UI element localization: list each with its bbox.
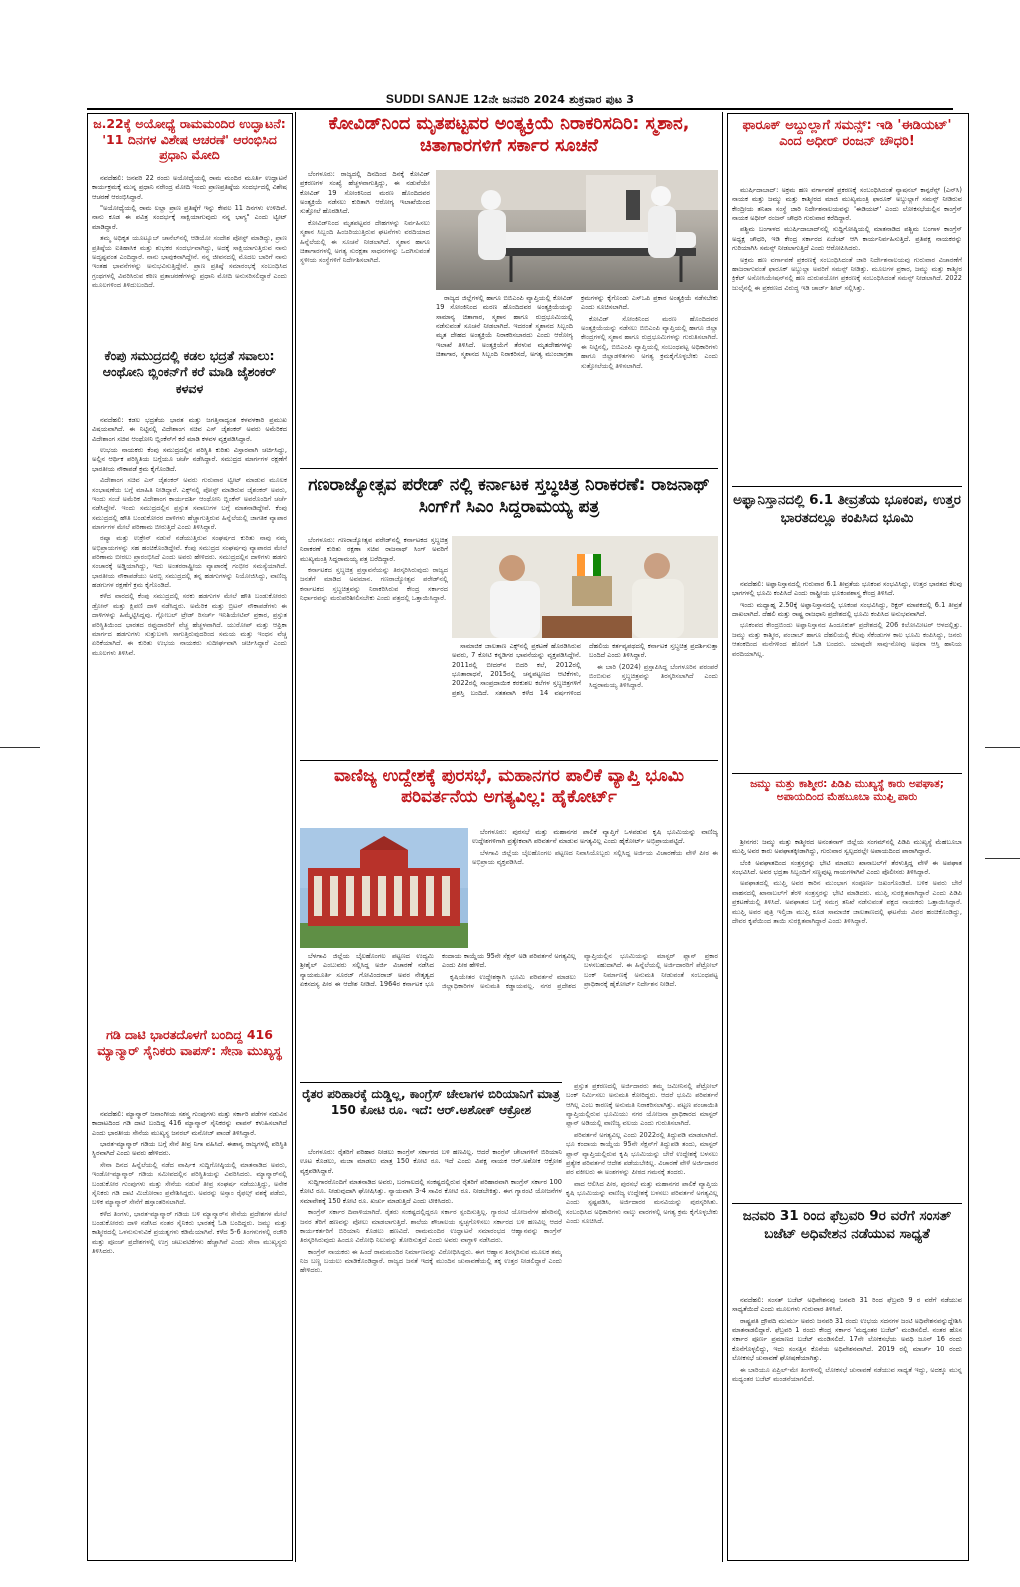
section-rule	[732, 1203, 962, 1204]
quake-text: ಇಂದು ಮಧ್ಯಾಹ್ನ 2.50ಕ್ಕೆ ಅಫ್ಘಾನಿಸ್ತಾನದಲ್ಲಿ ಭೂಕಂಪ ಸಂಭವಿಸಿದ್ದು, ರಿಕ್ಟರ್ ಮಾಪಕದಲ್ಲಿ 6.1 ತೀವ್ರತೆ ದಾಖಲಾಗಿದೆ. ದೆಹಲಿ ಮತ್ತು ರಾಷ್ಟ್ರ ರಾಜಧಾನಿ ಪ್ರದೇಶದಲ್ಲಿ ಭೂಮಿ ಕಂಪಿಸಿದ ಅನುಭವವಾಗಿದೆ.	[732, 600, 962, 619]
kadala-headline: ಕೆಂಪು ಸಮುದ್ರದಲ್ಲಿ ಕಡಲ ಭದ್ರತೆ ಸವಾಲು: ಆಂಥೋನಿ ಬ್ಲಿಂಕನ್‌ಗೆ ಕರೆ ಮಾಡಿ ಜೈಶಂಕರ್ ಕಳವಳ	[102, 348, 277, 396]
margin-mark	[0, 747, 40, 748]
kashmir-lead: ಶ್ರೀನಗರ: ಜಮ್ಮು ಮತ್ತು ಕಾಶ್ಮೀರದ ಅನಂತನಾಗ್ ಜಿಲ್ಲೆಯ ಸಂಗಮ್‌ನಲ್ಲಿ ಪಿಡಿಪಿ ಮುಖ್ಯಸ್ಥೆ ಮೆಹಬೂಬಾ ಮುಫ್ತಿ ಅವರ ಕಾರು ಅಪಘಾತಕ್ಕೀಡಾಗಿದ್ದು, ಗುರುವಾರ ಸ್ವಲ್ಪದರಲ್ಲೇ ಅಪಾಯದಿಂದ ಪಾರಾಗಿದ್ದಾರೆ.	[732, 838, 962, 856]
farmers-text: ಸುದ್ದಿಗಾರರೊಂದಿಗೆ ಮಾತನಾಡಿದ ಅವರು, ಬರಗಾಲದಲ್ಲಿ ಸಂಕಷ್ಟದಲ್ಲಿರುವ ರೈತರಿಗೆ ಪರಿಹಾರವಾಗಿ ಕಾಂಗ್ರೆಸ್ ಸರ್ಕಾರ 100 ಕೋಟಿ ರೂ. ನೀಡುವುದಾಗಿ ಘೋಷಿಸಿತ್ತು. ನ್ಯಾಯವಾಗಿ 3-4 ಸಾವಿರ ಕೋಟಿ ರೂ. ನೀಡಬೇಕಿತ್ತು. ಈಗ ಗ್ಯಾರಂಟಿ ಯೋಜನೆಗಳ ಸಮಾವೇಶಕ್ಕೆ 150 ಕೋಟಿ ರೂ. ಖರ್ಚು ಮಾಡುತ್ತಿದೆ ಎಂದು ಟೀಕಿಸಿದರು.	[300, 1178, 562, 1205]
column-separator	[722, 112, 723, 1562]
highcourt-headline: ವಾಣಿಜ್ಯ ಉದ್ದೇಶಕ್ಕೆ ಪುರಸಭೆ, ಮಹಾನಗರ ಪಾಲಿಕೆ ವ್ಯಾಪ್ತಿ ಭೂಮಿ ಪರಿವರ್ತನೆಯ ಅಗತ್ಯವಿಲ್ಲ: ಹೈಕೋರ್ಟ್	[334, 766, 684, 808]
farooq-text: ಪಶ್ಚಿಮ ಬಂಗಾಳದ ಮುರ್ಷಿದಾಬಾದ್‌ನಲ್ಲಿ ಸುದ್ದಿಗೋಷ್ಠಿಯಲ್ಲಿ ಮಾತನಾಡಿದ ಪಶ್ಚಿಮ ಬಂಗಾಳ ಕಾಂಗ್ರೆಸ್ ಅಧ್ಯಕ್ಷ ಚೌಧರಿ, ಇಡಿ ಕೇಂದ್ರ ಸರ್ಕಾರದ ಏಜೆಂಟ್ ಆಗಿ ಕಾರ್ಯನಿರ್ವಹಿಸುತ್ತಿದೆ. ಪ್ರತಿಪಕ್ಷ ನಾಯಕರನ್ನು ಗುರಿಯಾಗಿಸಿ ಸಮನ್ಸ್ ನೀಡಲಾಗುತ್ತಿದೆ ಎಂದು ಆರೋಪಿಸಿದರು.	[732, 225, 962, 253]
covid-body-left: ಬೆಂಗಳೂರು: ರಾಜ್ಯದಲ್ಲಿ ದಿನದಿಂದ ದಿನಕ್ಕೆ ಕೋವಿಡ್ ಪ್ರಕರಣಗಳ ಸಂಖ್ಯೆ ಹೆಚ್ಚಳವಾಗುತ್ತಿದ್ದು, ಈ ನಡುವೆಯೇ ಕೋವಿಡ್ 19 ಸೋಂಕಿನಿಂದ ಮರಣ ಹೊಂದಿದವರ ಅಂತ್ಯಕ್ರಿಯೆ ನಡೆಸಲು ಕುರಿತಾಗಿ ಆರೋಗ್ಯ ಇಲಾಖೆಯಿಂದ ಸುತ್ತೋಲೆ ಹೊರಡಿಸಿದೆ. ಕೋವಿಡ್‌ನಿಂದ ಮೃತಪಟ್ಟವರ ದೇಹಗಳನ್ನು ನಿರ್ವಹಿಸಲು ಸ್ಮಶಾನ ಸಿಬ್ಬಂದಿ ಹಿಂಜರಿಯುತ್ತಿರುವ ಘಟನೆಗಳು ವರದಿಯಾದ ಹಿನ್ನೆಲೆಯಲ್ಲಿ ಈ ಸೂಚನೆ ನೀಡಲಾಗಿದೆ. ಸ್ಮಶಾನ ಹಾಗೂ ಚಿತಾಗಾರಗಳಲ್ಲಿ ಅಗತ್ಯ ಸುರಕ್ಷತಾ ಸಾಧನಗಳನ್ನು ಒದಗಿಸುವಂತೆ ಸ್ಥಳೀಯ ಸಂಸ್ಥೆಗಳಿಗೆ ನಿರ್ದೇಶಿಸಲಾಗಿದೆ.	[300, 170, 430, 265]
highcourt-body-top: ಬೆಂಗಳೂರು: ಪುರಸಭೆ ಮತ್ತು ಮಹಾನಗರ ಪಾಲಿಕೆ ವ್ಯಾಪ್ತಿಗೆ ಒಳಪಡುವ ಕೃಷಿ ಭೂಮಿಯನ್ನು ವಾಣಿಜ್ಯ ಉದ್ದೇಶಗಳಿಗಾಗಿ ಪ್ರತ್ಯೇಕವಾಗಿ ಪರಿವರ್ತನೆ ಮಾಡುವ ಅಗತ್ಯವಿಲ್ಲ ಎಂದು ಹೈಕೋರ್ಟ್ ಅಭಿಪ್ರಾಯಪಟ್ಟಿದೆ. ಬೆಳಗಾವಿ ಜಿಲ್ಲೆಯ ಬೈಲಹೊಂಗಲ ಪಟ್ಟಣದ ನಿವಾಸಿಯೊಬ್ಬರು ಸಲ್ಲಿಸಿದ್ದ ಅರ್ಜಿಯ ವಿಚಾರಣೆಯ ವೇಳೆ ಪೀಠ ಈ ಅಭಿಪ್ರಾಯ ವ್ಯಕ್ತಪಡಿಸಿದೆ.	[472, 828, 718, 867]
highcourt-text: ಬೆಳಗಾವಿ ಜಿಲ್ಲೆಯ ಬೈಲಹೊಂಗಲ ಪಟ್ಟಣದ ಉದ್ಯಮಿ ಶ್ರೀಶೈಲ್ ಎಂಬುವರು ಸಲ್ಲಿಸಿದ್ದ ಅರ್ಜಿ ವಿಚಾರಣೆ ನಡೆಸಿದ ನ್ಯಾಯಮೂರ್ತಿ ಸೂರಜ್ ಗೋವಿಂದರಾಜ್ ಅವರ ನೇತೃತ್ವದ ಏಕಸದಸ್ಯ ಪೀಠ ಈ ಆದೇಶ ನೀಡಿದೆ. 1964ರ ಕರ್ನಾಟಕ ಭೂ ಕಂದಾಯ ಕಾಯ್ದೆಯ 95ನೇ ಸೆಕ್ಷನ್ ಅಡಿ ಪರಿವರ್ತನೆ ಅಗತ್ಯವಿಲ್ಲ ಎಂದು ಪೀಠ ಹೇಳಿದೆ.	[300, 952, 576, 989]
ayodhya-quote: "ಅಯೋಧ್ಯೆಯಲ್ಲಿ ರಾಮ ಲಲ್ಲಾ ಪ್ರಾಣ ಪ್ರತಿಷ್ಠೆಗೆ ಇನ್ನು ಕೇವಲ 11 ದಿನಗಳು ಉಳಿದಿವೆ. ನಾನು ಕೂಡ ಈ ಪವಿತ್ರ ಸಂದರ್ಭಕ್ಕೆ ಸಾಕ್ಷಿಯಾಗುವುದು ನನ್ನ ಭಾಗ್ಯ" ಎಂದು ಟ್ವೀಟ್ ಮಾಡಿದ್ದಾರೆ.	[92, 204, 287, 231]
tableau-headline: ಗಣರಾಜ್ಯೋತ್ಸವ ಪರೇಡ್ ನಲ್ಲಿ ಕರ್ನಾಟಕ ಸ್ತಬ್ಧಚಿತ್ರ ನಿರಾಕರಣೆ: ರಾಜನಾಥ್ ಸಿಂಗ್‌ಗೆ ಸಿಎಂ ಸಿದ್ದರಾಮಯ್ಯ ಪತ್ರ	[308, 475, 710, 518]
section-rule	[732, 773, 962, 774]
section-rule	[732, 486, 962, 487]
section-rule	[300, 468, 718, 469]
myanmar-body: ನವದೆಹಲಿ: ಮ್ಯಾನ್ಮಾರ್ ಜನಾಂಗೀಯ ಸಶಸ್ತ್ರ ಗುಂಪುಗಳು ಮತ್ತು ಸರ್ಕಾರಿ ಪಡೆಗಳ ನಡುವಿನ ಕಾದಾಟದಿಂದ ಗಡಿ ದಾಟಿ ಬಂದಿದ್ದ 416 ಮ್ಯಾನ್ಮಾರ್ ಸೈನಿಕರನ್ನು ವಾಪಸ್ ಕಳುಹಿಸಲಾಗಿದೆ ಎಂದು ಭಾರತೀಯ ಸೇನೆಯ ಮುಖ್ಯಸ್ಥ ಜನರಲ್ ಮನೋಜ್ ಪಾಂಡೆ ತಿಳಿಸಿದ್ದಾರೆ. ಭಾರತ-ಮ್ಯಾನ್ಮಾರ್ ಗಡಿಯ ಬಗ್ಗೆ ಸೇನೆ ತೀವ್ರ ನಿಗಾ ವಹಿಸಿದೆ. ಈಶಾನ್ಯ ರಾಜ್ಯಗಳಲ್ಲಿ ಪರಿಸ್ಥಿತಿ ಸ್ಥಿರವಾಗಿದೆ ಎಂದು ಅವರು ಹೇಳಿದರು. ಸೇನಾ ದಿನದ ಹಿನ್ನೆಲೆಯಲ್ಲಿ ನಡೆದ ವಾರ್ಷಿಕ ಸುದ್ದಿಗೋಷ್ಠಿಯಲ್ಲಿ ಮಾತನಾಡಿದ ಅವರು, ಇಂಡೋ-ಮ್ಯಾನ್ಮಾರ್ ಗಡಿಯ ಸಮೀಪದಲ್ಲಿನ ಪರಿಸ್ಥಿತಿಯನ್ನು ವಿವರಿಸಿದರು. ಮ್ಯಾನ್ಮಾರ್‌ನಲ್ಲಿ ಬಂಡುಕೋರ ಗುಂಪುಗಳು ಮತ್ತು ಸೇನೆಯ ನಡುವೆ ತೀವ್ರ ಸಂಘರ್ಷ ನಡೆಯುತ್ತಿದ್ದು, ಅನೇಕ ಸೈನಿಕರು ಗಡಿ ದಾಟಿ ಮಿಜೋರಾಂ ಪ್ರವೇಶಿಸಿದ್ದರು. ಅವರನ್ನು ಅಸ್ಸಾಂ ರೈಫಲ್ಸ್ ವಶಕ್ಕೆ ಪಡೆದು, ಬಳಿಕ ಮ್ಯಾನ್ಮಾರ್ ಸೇನೆಗೆ ಹಸ್ತಾಂತರಿಸಲಾಗಿದೆ. ಕಳೆದ ತಿಂಗಳು, ಭಾರತ-ಮ್ಯಾನ್ಮಾರ್ ಗಡಿಯ ಬಳಿ ಮ್ಯಾನ್ಮಾರ್‌ನ ಸೇನೆಯ ಪ್ರದೇಶಗಳ ಮೇಲೆ ಬಂಡುಕೋರರು ದಾಳಿ ನಡೆಸಿದ ನಂತರ ಸೈನಿಕರು ಭಾರತಕ್ಕೆ ಓಡಿ ಬಂದಿದ್ದರು. ಜಮ್ಮು ಮತ್ತು ಕಾಶ್ಮೀರದಲ್ಲಿ ಒಳನುಸುಳುವಿಕೆ ಪ್ರಯತ್ನಗಳು ಕಡಿಮೆಯಾಗಿವೆ. ಕಳೆದ 5-6 ತಿಂಗಳುಗಳಲ್ಲಿ ರಜೌರಿ ಮತ್ತು ಪೂಂಚ್ ಪ್ರದೇಶಗಳಲ್ಲಿ ಉಗ್ರ ಚಟುವಟಿಕೆಗಳು ಹೆಚ್ಚಾಗಿವೆ ಎಂದು ಸೇನಾ ಮುಖ್ಯಸ್ಥರು ತಿಳಿಸಿದರು.	[92, 1110, 287, 1256]
margin-mark	[985, 858, 1020, 859]
masthead	[0, 92, 1020, 107]
myanmar-lead: ನವದೆಹಲಿ: ಮ್ಯಾನ್ಮಾರ್ ಜನಾಂಗೀಯ ಸಶಸ್ತ್ರ ಗುಂಪುಗಳು ಮತ್ತು ಸರ್ಕಾರಿ ಪಡೆಗಳ ನಡುವಿನ ಕಾದಾಟದಿಂದ ಗಡಿ ದಾಟಿ ಬಂದಿದ್ದ 416 ಮ್ಯಾನ್ಮಾರ್ ಸೈನಿಕರನ್ನು ವಾಪಸ್ ಕಳುಹಿಸಲಾಗಿದೆ ಎಂದು ಭಾರತೀಯ ಸೇನೆಯ ಮುಖ್ಯಸ್ಥ ಜನರಲ್ ಮನೋಜ್ ಪಾಂಡೆ ತಿಳಿಸಿದ್ದಾರೆ.	[92, 1110, 287, 1137]
highcourt-body-continued: ಪ್ರಸ್ತುತ ಪ್ರಕರಣದಲ್ಲಿ ಅರ್ಜಿದಾರರು ತಮ್ಮ ಜಮೀನಿನಲ್ಲಿ ಪೆಟ್ರೋಲ್ ಬಂಕ್ ನಿರ್ಮಿಸಲು ಅನುಮತಿ ಕೋರಿದ್ದರು. ಆದರೆ ಭೂಮಿ ಪರಿವರ್ತನೆ ಆಗಿಲ್ಲ ಎಂಬ ಕಾರಣಕ್ಕೆ ಅನುಮತಿ ನಿರಾಕರಿಸಲಾಗಿತ್ತು. ಪಟ್ಟಣ ಪಂಚಾಯಿತಿ ವ್ಯಾಪ್ತಿಯಲ್ಲಿರುವ ಭೂಮಿಯು ನಗರ ಯೋಜನಾ ಪ್ರಾಧಿಕಾರದ ಮಾಸ್ಟರ್ ಪ್ಲಾನ್ ಅಡಿಯಲ್ಲಿ ವಾಣಿಜ್ಯ ವಲಯ ಎಂದು ಗುರುತಿಸಲಾಗಿದೆ. ಪರಿವರ್ತನೆ ಅಗತ್ಯವಿಲ್ಲ ಎಂದು 2022ರಲ್ಲಿ ತಿದ್ದುಪಡಿ ಮಾಡಲಾಗಿದೆ. ಭೂ ಕಂದಾಯ ಕಾಯ್ದೆಯ 95ನೇ ಸೆಕ್ಷನ್‌ಗೆ ತಿದ್ದುಪಡಿ ತಂದು, ಮಾಸ್ಟರ್ ಪ್ಲಾನ್ ವ್ಯಾಪ್ತಿಯಲ್ಲಿರುವ ಕೃಷಿ ಭೂಮಿಯನ್ನು ಬೇರೆ ಉದ್ದೇಶಕ್ಕೆ ಬಳಸಲು ಪ್ರತ್ಯೇಕ ಪರಿವರ್ತನೆ ಆದೇಶ ಪಡೆಯಬೇಕಿಲ್ಲ. ವಿಚಾರಣೆ ವೇಳೆ ಅರ್ಜಿದಾರರ ಪರ ವಕೀಲರು ಈ ಅಂಶಗಳನ್ನು ಪೀಠದ ಗಮನಕ್ಕೆ ತಂದರು. ವಾದ ಆಲಿಸಿದ ಪೀಠ, ಪುರಸಭೆ ಮತ್ತು ಮಹಾನಗರ ಪಾಲಿಕೆ ವ್ಯಾಪ್ತಿಯ ಕೃಷಿ ಭೂಮಿಯನ್ನು ವಾಣಿಜ್ಯ ಉದ್ದೇಶಕ್ಕೆ ಬಳಸಲು ಪರಿವರ್ತನೆ ಅಗತ್ಯವಿಲ್ಲ ಎಂದು ಸ್ಪಷ್ಟಪಡಿಸಿ, ಅರ್ಜಿದಾರರ ಮನವಿಯನ್ನು ಪುರಸ್ಕರಿಸಿತು. ಸಂಬಂಧಿಸಿದ ಅಧಿಕಾರಿಗಳು ನಾಲ್ಕು ವಾರಗಳಲ್ಲಿ ಅಗತ್ಯ ಕ್ರಮ ಕೈಗೊಳ್ಳಬೇಕು ಎಂದು ಸೂಚಿಸಿದೆ.	[566, 1082, 718, 1226]
farooq-body: ಮುರ್ಷಿದಾಬಾದ್: ಅಕ್ರಮ ಹಣ ವರ್ಗಾವಣೆ ಪ್ರಕರಣಕ್ಕೆ ಸಂಬಂಧಿಸಿದಂತೆ ನ್ಯಾಷನಲ್ ಕಾನ್ಫರೆನ್ಸ್ (ಎನ್‌ಸಿ) ನಾಯಕ ಮತ್ತು ಜಮ್ಮು ಮತ್ತು ಕಾಶ್ಮೀರದ ಮಾಜಿ ಮುಖ್ಯಮಂತ್ರಿ ಫಾರೂಕ್ ಅಬ್ದುಲ್ಲಾಗೆ ಸಮನ್ಸ್ ನೀಡಿರುವ ಕೇಂದ್ರೀಯ ತನಿಖಾ ಸಂಸ್ಥೆ ಜಾರಿ ನಿರ್ದೇಶನಾಲಯವನ್ನು 'ಈಡಿಯಟ್' ಎಂದು ಲೋಕಸಭೆಯಲ್ಲಿನ ಕಾಂಗ್ರೆಸ್ ನಾಯಕ ಅಧೀರ್ ರಂಜನ್ ಚೌಧರಿ ಗುರುವಾರ ಕರೆದಿದ್ದಾರೆ. ಪಶ್ಚಿಮ ಬಂಗಾಳದ ಮುರ್ಷಿದಾಬಾದ್‌ನಲ್ಲಿ ಸುದ್ದಿಗೋಷ್ಠಿಯಲ್ಲಿ ಮಾತನಾಡಿದ ಪಶ್ಚಿಮ ಬಂಗಾಳ ಕಾಂಗ್ರೆಸ್ ಅಧ್ಯಕ್ಷ ಚೌಧರಿ, ಇಡಿ ಕೇಂದ್ರ ಸರ್ಕಾರದ ಏಜೆಂಟ್ ಆಗಿ ಕಾರ್ಯನಿರ್ವಹಿಸುತ್ತಿದೆ. ಪ್ರತಿಪಕ್ಷ ನಾಯಕರನ್ನು ಗುರಿಯಾಗಿಸಿ ಸಮನ್ಸ್ ನೀಡಲಾಗುತ್ತಿದೆ ಎಂದು ಆರೋಪಿಸಿದರು. ಅಕ್ರಮ ಹಣ ವರ್ಗಾವಣೆ ಪ್ರಕರಣಕ್ಕೆ ಸಂಬಂಧಿಸಿದಂತೆ ಜಾರಿ ನಿರ್ದೇಶನಾಲಯವು ಗುರುವಾರ ವಿಚಾರಣೆಗೆ ಹಾಜರಾಗುವಂತೆ ಫಾರೂಕ್ ಅಬ್ದುಲ್ಲಾ ಅವರಿಗೆ ಸಮನ್ಸ್ ನೀಡಿತ್ತು. ಮೂಲಗಳ ಪ್ರಕಾರ, ಜಮ್ಮು ಮತ್ತು ಕಾಶ್ಮೀರ ಕ್ರಿಕೆಟ್ ಅಸೋಸಿಯೇಷನ್‌ನಲ್ಲಿ ಹಣ ದುರುಪಯೋಗ ಪ್ರಕರಣಕ್ಕೆ ಸಂಬಂಧಿಸಿದಂತೆ ಸಮನ್ಸ್ ನೀಡಲಾಗಿದೆ. 2022 ಜುಲೈನಲ್ಲಿ ಈ ಪ್ರಕರಣದ ವಿರುದ್ಧ ಇಡಿ ಚಾರ್ಜ್ ಶೀಟ್ ಸಲ್ಲಿಸಿತ್ತು.	[732, 186, 962, 292]
farooq-headline: ಫಾರೂಕ್ ಅಬ್ದುಲ್ಲಾಗೆ ಸಮನ್ಸ್: ಇಡಿ 'ಈಡಿಯಟ್' ಎಂದ ಅಧೀರ್ ರಂಜನ್ ಚೌಧರಿ!	[742, 118, 952, 150]
tableau-body-left: ಬೆಂಗಳೂರು: ಗಣರಾಜ್ಯೋತ್ಸವ ಪರೇಡ್‌ನಲ್ಲಿ ಕರ್ನಾಟಕದ ಸ್ತಬ್ಧಚಿತ್ರ ನಿರಾಕರಣೆ ಕುರಿತು ರಕ್ಷಣಾ ಸಚಿವ ರಾಜನಾಥ್ ಸಿಂಗ್ ಅವರಿಗೆ ಮುಖ್ಯಮಂತ್ರಿ ಸಿದ್ದರಾಮಯ್ಯ ಪತ್ರ ಬರೆದಿದ್ದಾರೆ. ಕರ್ನಾಟಕದ ಸ್ತಬ್ಧಚಿತ್ರ ಪ್ರಸ್ತಾವನೆಯನ್ನು ತಿರಸ್ಕರಿಸಿರುವುದು ರಾಜ್ಯದ ಜನತೆಗೆ ಮಾಡಿದ ಅವಮಾನ. ಗಣರಾಜ್ಯೋತ್ಸವ ಪರೇಡ್‌ನಲ್ಲಿ ಕರ್ನಾಟಕದ ಸ್ತಬ್ಧಚಿತ್ರವನ್ನು ನಿರಾಕರಿಸಿರುವ ಕೇಂದ್ರ ಸರ್ಕಾರದ ನಿರ್ಧಾರವನ್ನು ಮರುಪರಿಶೀಲಿಸಬೇಕು ಎಂದು ಪತ್ರದಲ್ಲಿ ಒತ್ತಾಯಿಸಿದ್ದಾರೆ.	[300, 536, 448, 603]
farmers-lead: ಬೆಂಗಳೂರು: ರೈತರಿಗೆ ಪರಿಹಾರ ನೀಡಲು ಕಾಂಗ್ರೆಸ್ ಸರ್ಕಾರದ ಬಳಿ ಹಣವಿಲ್ಲ. ಆದರೆ ಕಾಂಗ್ರೆಸ್ ಚೇಲಾಗಳಿಗೆ ಬಿರಿಯಾನಿ ಊಟ ಕೊಡಲು, ಮಜಾ ಮಾಡಲು ಮಾತ್ರ 150 ಕೋಟಿ ರೂ. ಇದೆ ಎಂದು ವಿಪಕ್ಷ ನಾಯಕ ಆರ್.ಅಶೋಕ ಆಕ್ರೋಶ ವ್ಯಕ್ತಪಡಿಸಿದ್ದಾರೆ.	[300, 1148, 562, 1175]
kashmir-body: ಶ್ರೀನಗರ: ಜಮ್ಮು ಮತ್ತು ಕಾಶ್ಮೀರದ ಅನಂತನಾಗ್ ಜಿಲ್ಲೆಯ ಸಂಗಮ್‌ನಲ್ಲಿ ಪಿಡಿಪಿ ಮುಖ್ಯಸ್ಥೆ ಮೆಹಬೂಬಾ ಮುಫ್ತಿ ಅವರ ಕಾರು ಅಪಘಾತಕ್ಕೀಡಾಗಿದ್ದು, ಗುರುವಾರ ಸ್ವಲ್ಪದರಲ್ಲೇ ಅಪಾಯದಿಂದ ಪಾರಾಗಿದ್ದಾರೆ. ಬೆಂಕಿ ಅಪಘಾತದಿಂದ ಸಂತ್ರಸ್ತರನ್ನು ಭೇಟಿ ಮಾಡಲು ಖಾನಾಬಲ್‌ಗೆ ತೆರಳುತ್ತಿದ್ದ ವೇಳೆ ಈ ಅಪಘಾತ ಸಂಭವಿಸಿದೆ. ಅವರ ಭದ್ರತಾ ಸಿಬ್ಬಂದಿಗೆ ಸಣ್ಣಪುಟ್ಟ ಗಾಯಗಳಾಗಿವೆ ಎಂದು ಪೊಲೀಸರು ತಿಳಿಸಿದ್ದಾರೆ. ಅಪಘಾತದಲ್ಲಿ ಮುಫ್ತಿ ಅವರ ಕಾರಿನ ಮುಂಭಾಗ ಸಂಪೂರ್ಣ ಜಖಂಗೊಂಡಿದೆ. ಬಳಿಕ ಅವರು ಬೇರೆ ವಾಹನದಲ್ಲಿ ಖಾನಾಬಲ್‌ಗೆ ತೆರಳಿ ಸಂತ್ರಸ್ತರನ್ನು ಭೇಟಿ ಮಾಡಿದರು. ಮುಫ್ತಿ ಸುರಕ್ಷಿತವಾಗಿದ್ದಾರೆ ಎಂದು ಪಿಡಿಪಿ ಪ್ರಕಟಣೆಯಲ್ಲಿ ತಿಳಿಸಿದೆ. ಅಪಘಾತದ ಬಗ್ಗೆ ಸಮಗ್ರ ತನಿಖೆ ನಡೆಸುವಂತೆ ಪಕ್ಷದ ನಾಯಕರು ಒತ್ತಾಯಿಸಿದ್ದಾರೆ. ಮುಫ್ತಿ ಅವರ ಪುತ್ರಿ ಇಲ್ತಿಜಾ ಮುಫ್ತಿ ಕೂಡ ಸಾಮಾಜಿಕ ಜಾಲತಾಣದಲ್ಲಿ ಘಟನೆಯ ವಿವರ ಹಂಚಿಕೊಂಡಿದ್ದು, ದೇವರ ಕೃಪೆಯಿಂದ ತಾಯಿ ಸುರಕ್ಷಿತವಾಗಿದ್ದಾರೆ ಎಂದು ತಿಳಿಸಿದ್ದಾರೆ.	[732, 838, 962, 925]
budget-lead: ನವದೆಹಲಿ: ಸಂಸತ್ ಬಜೆಟ್ ಅಧಿವೇಶನವು ಜನವರಿ 31 ರಿಂದ ಫೆಬ್ರವರಿ 9 ರ ವರೆಗೆ ನಡೆಯುವ ಸಾಧ್ಯತೆಯಿದೆ ಎಂದು ಮೂಲಗಳು ಗುರುವಾರ ತಿಳಿಸಿವೆ.	[732, 1296, 962, 1314]
tableau-lead: ಬೆಂಗಳೂರು: ಗಣರಾಜ್ಯೋತ್ಸವ ಪರೇಡ್‌ನಲ್ಲಿ ಕರ್ನಾಟಕದ ಸ್ತಬ್ಧಚಿತ್ರ ನಿರಾಕರಣೆ ಕುರಿತು ರಕ್ಷಣಾ ಸಚಿವ ರಾಜನಾಥ್ ಸಿಂಗ್ ಅವರಿಗೆ ಮುಖ್ಯಮಂತ್ರಿ ಸಿದ್ದರಾಮಯ್ಯ ಪತ್ರ ಬರೆದಿದ್ದಾರೆ.	[300, 536, 448, 563]
tableau-photo-illustration	[452, 536, 718, 638]
myanmar-text: ಭಾರತ-ಮ್ಯಾನ್ಮಾರ್ ಗಡಿಯ ಬಗ್ಗೆ ಸೇನೆ ತೀವ್ರ ನಿಗಾ ವಹಿಸಿದೆ. ಈಶಾನ್ಯ ರಾಜ್ಯಗಳಲ್ಲಿ ಪರಿಸ್ಥಿತಿ ಸ್ಥಿರವಾಗಿದೆ ಎಂದು ಅವರು ಹೇಳಿದರು.	[92, 1140, 287, 1158]
highcourt-photo	[300, 828, 468, 948]
highcourt-photo-illustration	[300, 828, 468, 948]
ayodhya-body: ನವದೆಹಲಿ: ಜನವರಿ 22 ರಂದು ಅಯೋಧ್ಯೆಯಲ್ಲಿ ರಾಮ ಮಂದಿರ ಮೂರ್ತಿ ಉದ್ಘಾಟನೆ ಕಾರ್ಯಕ್ರಮಕ್ಕೆ ಮುನ್ನ ಪ್ರಧಾನಿ ನರೇಂದ್ರ ಮೋದಿ ಇಂದು ಪ್ರಾಣಪ್ರತಿಷ್ಠೆಯ ಸಂದರ್ಭದಲ್ಲಿ ವಿಶೇಷ ಆಚರಣೆ ಆರಂಭಿಸಿದ್ದಾರೆ. "ಅಯೋಧ್ಯೆಯಲ್ಲಿ ರಾಮ ಲಲ್ಲಾ ಪ್ರಾಣ ಪ್ರತಿಷ್ಠೆಗೆ ಇನ್ನು ಕೇವಲ 11 ದಿನಗಳು ಉಳಿದಿವೆ. ನಾನು ಕೂಡ ಈ ಪವಿತ್ರ ಸಂದರ್ಭಕ್ಕೆ ಸಾಕ್ಷಿಯಾಗುವುದು ನನ್ನ ಭಾಗ್ಯ" ಎಂದು ಟ್ವೀಟ್ ಮಾಡಿದ್ದಾರೆ. ತಮ್ಮ ಅಧಿಕೃತ ಯೂಟ್ಯೂಬ್ ಚಾನೆಲ್‌ನಲ್ಲಿ ಆಡಿಯೋ ಸಂದೇಶ ಪೋಸ್ಟ್ ಮಾಡಿದ್ದು, ಪ್ರಾಣ ಪ್ರತಿಷ್ಠೆಯ ಐತಿಹಾಸಿಕ ಮತ್ತು ಶುಭಕರ ಸಂದರ್ಭವಾಗಿದ್ದು, ಅದಕ್ಕೆ ಸಾಕ್ಷಿಯಾಗುತ್ತಿರುವ ನಾನು ಅದೃಷ್ಟವಂತ ಎಂದಿದ್ದಾರೆ. ನಾನು ಭಾವುಕನಾಗಿದ್ದೇನೆ. ನನ್ನ ಜೀವನದಲ್ಲಿ ಮೊದಲ ಬಾರಿಗೆ ನಾನು ಇಂತಹ ಭಾವನೆಗಳನ್ನು ಅನುಭವಿಸುತ್ತಿದ್ದೇನೆ. ಪ್ರಾಣ ಪ್ರತಿಷ್ಠೆ ಸಮಾರಂಭಕ್ಕೆ ಸಂಬಂಧಿಸಿದ ಗ್ರಂಥಗಳಲ್ಲಿ ವಿವರಿಸಿರುವ ಕಠಿಣ ವ್ರತಾಚರಣೆಗಳನ್ನು ಪ್ರಧಾನಿ ಮೋದಿ ಅನುಸರಿಸಲಿದ್ದಾರೆ ಎಂದು ಮೂಲಗಳಿಂದ ತಿಳಿದುಬಂದಿದೆ.	[92, 174, 287, 289]
quake-body: ನವದೆಹಲಿ: ಅಫ್ಘಾನಿಸ್ತಾನದಲ್ಲಿ ಗುರುವಾರ 6.1 ತೀವ್ರತೆಯ ಭೂಕಂಪ ಸಂಭವಿಸಿದ್ದು, ಉತ್ತರ ಭಾರತದ ಕೆಲವು ಭಾಗಗಳಲ್ಲಿ ಭೂಮಿ ಕಂಪಿಸಿದೆ ಎಂದು ರಾಷ್ಟ್ರೀಯ ಭೂಕಂಪಶಾಸ್ತ್ರ ಕೇಂದ್ರ ತಿಳಿಸಿದೆ. ಇಂದು ಮಧ್ಯಾಹ್ನ 2.50ಕ್ಕೆ ಅಫ್ಘಾನಿಸ್ತಾನದಲ್ಲಿ ಭೂಕಂಪ ಸಂಭವಿಸಿದ್ದು, ರಿಕ್ಟರ್ ಮಾಪಕದಲ್ಲಿ 6.1 ತೀವ್ರತೆ ದಾಖಲಾಗಿದೆ. ದೆಹಲಿ ಮತ್ತು ರಾಷ್ಟ್ರ ರಾಜಧಾನಿ ಪ್ರದೇಶದಲ್ಲಿ ಭೂಮಿ ಕಂಪಿಸಿದ ಅನುಭವವಾಗಿದೆ. ಭೂಕಂಪದ ಕೇಂದ್ರಬಿಂದು ಅಫ್ಘಾನಿಸ್ತಾನದ ಹಿಂದೂಕುಶ್ ಪ್ರದೇಶದಲ್ಲಿ 206 ಕಿಲೋಮೀಟರ್ ಆಳದಲ್ಲಿತ್ತು. ಜಮ್ಮು ಮತ್ತು ಕಾಶ್ಮೀರ, ಪಂಜಾಬ್ ಹಾಗೂ ದೆಹಲಿಯಲ್ಲಿ ಕೆಲವು ಸೆಕೆಂಡುಗಳ ಕಾಲ ಭೂಮಿ ಕಂಪಿಸಿದ್ದು, ಜನರು ಆತಂಕದಿಂದ ಮನೆಗಳಿಂದ ಹೊರಗೆ ಓಡಿ ಬಂದರು. ಯಾವುದೇ ಸಾವು-ನೋವು ಅಥವಾ ಆಸ್ತಿ ಹಾನಿಯ ವರದಿಯಾಗಿಲ್ಲ.	[732, 580, 962, 658]
date-line: 12ನೇ ಜನವರಿ 2024 ಶುಕ್ರವಾರ ಪುಟ 3	[472, 93, 635, 106]
tableau-photo	[452, 536, 718, 638]
masthead-rule	[87, 108, 953, 110]
farmers-body: ಬೆಂಗಳೂರು: ರೈತರಿಗೆ ಪರಿಹಾರ ನೀಡಲು ಕಾಂಗ್ರೆಸ್ ಸರ್ಕಾರದ ಬಳಿ ಹಣವಿಲ್ಲ. ಆದರೆ ಕಾಂಗ್ರೆಸ್ ಚೇಲಾಗಳಿಗೆ ಬಿರಿಯಾನಿ ಊಟ ಕೊಡಲು, ಮಜಾ ಮಾಡಲು ಮಾತ್ರ 150 ಕೋಟಿ ರೂ. ಇದೆ ಎಂದು ವಿಪಕ್ಷ ನಾಯಕ ಆರ್.ಅಶೋಕ ಆಕ್ರೋಶ ವ್ಯಕ್ತಪಡಿಸಿದ್ದಾರೆ. ಸುದ್ದಿಗಾರರೊಂದಿಗೆ ಮಾತನಾಡಿದ ಅವರು, ಬರಗಾಲದಲ್ಲಿ ಸಂಕಷ್ಟದಲ್ಲಿರುವ ರೈತರಿಗೆ ಪರಿಹಾರವಾಗಿ ಕಾಂಗ್ರೆಸ್ ಸರ್ಕಾರ 100 ಕೋಟಿ ರೂ. ನೀಡುವುದಾಗಿ ಘೋಷಿಸಿತ್ತು. ನ್ಯಾಯವಾಗಿ 3-4 ಸಾವಿರ ಕೋಟಿ ರೂ. ನೀಡಬೇಕಿತ್ತು. ಈಗ ಗ್ಯಾರಂಟಿ ಯೋಜನೆಗಳ ಸಮಾವೇಶಕ್ಕೆ 150 ಕೋಟಿ ರೂ. ಖರ್ಚು ಮಾಡುತ್ತಿದೆ ಎಂದು ಟೀಕಿಸಿದರು. ಕಾಂಗ್ರೆಸ್ ಸರ್ಕಾರ ದಿವಾಳಿಯಾಗಿದೆ. ರೈತರು ಸಂಕಷ್ಟದಲ್ಲಿದ್ದರೂ ಸರ್ಕಾರ ಸ್ಪಂದಿಸುತ್ತಿಲ್ಲ. ಗ್ಯಾರಂಟಿ ಯೋಜನೆಗಳ ಹೆಸರಿನಲ್ಲಿ ಜನರ ತೆರಿಗೆ ಹಣವನ್ನು ಪೋಲು ಮಾಡಲಾಗುತ್ತಿದೆ. ಶಾಲೆಯ ಶೌಚಾಲಯ ಸ್ವಚ್ಛಗೊಳಿಸಲು ಸರ್ಕಾರದ ಬಳಿ ಹಣವಿಲ್ಲ ಆದರೆ ಕಾರ್ಯಕರ್ತರಿಗೆ ಬಿರಿಯಾನಿ ಕೊಡಲು ಹಣವಿದೆ. ರಾಮಮಂದಿರ ಉದ್ಘಾಟನೆ ಸಮಾರಂಭದ ಆಹ್ವಾನವನ್ನು ಕಾಂಗ್ರೆಸ್ ತಿರಸ್ಕರಿಸಿರುವುದು ಹಿಂದೂ ವಿರೋಧಿ ನಿಲುವನ್ನು ತೋರಿಸುತ್ತದೆ ಎಂದು ಅವರು ವಾಗ್ದಾಳಿ ನಡೆಸಿದರು. ಕಾಂಗ್ರೆಸ್ ನಾಯಕರು ಈ ಹಿಂದೆ ರಾಮಮಂದಿರ ನಿರ್ಮಾಣವನ್ನು ವಿರೋಧಿಸಿದ್ದರು. ಈಗ ಆಹ್ವಾನ ತಿರಸ್ಕರಿಸುವ ಮೂಲಕ ತಮ್ಮ ನಿಜ ಬಣ್ಣ ಬಯಲು ಮಾಡಿಕೊಂಡಿದ್ದಾರೆ. ರಾಜ್ಯದ ಜನತೆ ಇದಕ್ಕೆ ಮುಂದಿನ ಚುನಾವಣೆಯಲ್ಲಿ ತಕ್ಕ ಉತ್ತರ ನೀಡಲಿದ್ದಾರೆ ಎಂದು ಹೇಳಿದರು.	[300, 1148, 562, 1275]
covid-body-right: ರಾಜ್ಯದ ಜಿಲ್ಲೆಗಳಲ್ಲಿ ಹಾಗೂ ಬಿಬಿಎಂಪಿ ವ್ಯಾಪ್ತಿಯಲ್ಲಿ ಕೋವಿಡ್ 19 ಸೋಂಕಿನಿಂದ ಮರಣ ಹೊಂದಿದವರ ಅಂತ್ಯಕ್ರಿಯೆಯನ್ನು ಸಾಮಾನ್ಯ ಚಿತಾಗಾರ, ಸ್ಮಶಾನ ಹಾಗೂ ರುದ್ರಭೂಮಿಯಲ್ಲಿ ನಡೆಸುವಂತೆ ಸೂಚನೆ ನೀಡಲಾಗಿದೆ. ಇದರಂತೆ ಸ್ಮಶಾನದ ಸಿಬ್ಬಂದಿ ಮೃತ ದೇಹದ ಅಂತ್ಯಕ್ರಿಯೆ ನಿರಾಕರಿಸಬಾರದು ಎಂದು ಆರೋಗ್ಯ ಇಲಾಖೆ ತಿಳಿಸಿದೆ. ಅಂತ್ಯಕ್ರಿಯೆಗೆ ತೆರಳುವ ಮೃತದೇಹಗಳನ್ನು ಚಿತಾಗಾರ, ಸ್ಮಶಾನದ ಸಿಬ್ಬಂದಿ ನಿರಾಕರಿಸದೆ, ಅಗತ್ಯ ಮುಂಜಾಗ್ರತಾ ಕ್ರಮಗಳನ್ನು ಕೈಗೊಂಡು ಎಸ್‌ಒಪಿ ಪ್ರಕಾರ ಅಂತ್ಯಕ್ರಿಯೆ ನಡೆಸಬೇಕು ಎಂದು ಸೂಚಿಸಲಾಗಿದೆ. ಕೋವಿಡ್ ಸೋಂಕಿನಿಂದ ಮರಣ ಹೊಂದಿದವರ ಅಂತ್ಯಕ್ರಿಯೆಯನ್ನು ನಡೆಸಲು ಬಿಬಿಎಂಪಿ ವ್ಯಾಪ್ತಿಯಲ್ಲಿ ಹಾಗೂ ಜಿಲ್ಲಾ ಕೇಂದ್ರಗಳಲ್ಲಿ ಸ್ಮಶಾನ ಹಾಗೂ ರುದ್ರಭೂಮಿಗಳನ್ನು ಗುರುತಿಸಲಾಗಿದೆ. ಈ ನಿಟ್ಟಿನಲ್ಲಿ, ಬಿಬಿಎಂಪಿ ವ್ಯಾಪ್ತಿಯಲ್ಲಿ ಸಂಬಂಧಪಟ್ಟ ಅಧಿಕಾರಿಗಳು ಹಾಗೂ ಜಿಲ್ಲಾಡಳಿತಗಳು ಅಗತ್ಯ ಕ್ರಮಕೈಗೊಳ್ಳಬೇಕು ಎಂದು ಸುತ್ತೋಲೆಯಲ್ಲಿ ತಿಳಿಸಲಾಗಿದೆ.	[436, 294, 718, 370]
quake-headline: ಅಫ್ಘಾನಿಸ್ತಾನದಲ್ಲಿ 6.1 ತೀವ್ರತೆಯ ಭೂಕಂಪ, ಉತ್ತರ ಭಾರತದಲ್ಲೂ ಕಂಪಿಸಿದ ಭೂಮಿ	[733, 492, 961, 526]
covid-headline: ಕೋವಿಡ್‌ನಿಂದ ಮೃತಪಟ್ಟವರ ಅಂತ್ಯಕ್ರಿಯೆ ನಿರಾಕರಿಸದಿರಿ: ಸ್ಮಶಾನ, ಚಿತಾಗಾರಗಳಿಗೆ ಸರ್ಕಾರ ಸೂಚನೆ	[328, 114, 690, 156]
covid-photo-illustration	[436, 170, 718, 290]
quake-lead: ನವದೆಹಲಿ: ಅಫ್ಘಾನಿಸ್ತಾನದಲ್ಲಿ ಗುರುವಾರ 6.1 ತೀವ್ರತೆಯ ಭೂಕಂಪ ಸಂಭವಿಸಿದ್ದು, ಉತ್ತರ ಭಾರತದ ಕೆಲವು ಭಾಗಗಳಲ್ಲಿ ಭೂಮಿ ಕಂಪಿಸಿದೆ ಎಂದು ರಾಷ್ಟ್ರೀಯ ಭೂಕಂಪಶಾಸ್ತ್ರ ಕೇಂದ್ರ ತಿಳಿಸಿದೆ.	[732, 580, 962, 598]
kadala-text: ಉಭಯ ನಾಯಕರು ಕೆಂಪು ಸಮುದ್ರದಲ್ಲಿನ ಪರಿಸ್ಥಿತಿ ಕುರಿತು ವಿಸ್ತಾರವಾಗಿ ಚರ್ಚಿಸಿದ್ದು, ಅಲ್ಲಿನ ಆರ್ಥಿಕ ಪರಿಸ್ಥಿತಿಯ ಬಗ್ಗೆಯೂ ಚರ್ಚೆ ನಡೆಸಿದ್ದಾರೆ. ಸಮುದ್ರದ ಮಾರ್ಗಗಳ ರಕ್ಷಣೆಗೆ ಭಾರತೀಯ ನೌಕಾಪಡೆ ಕ್ರಮ ಕೈಗೊಂಡಿದೆ.	[92, 446, 287, 473]
kashmir-headline: ಜಮ್ಮು ಮತ್ತು ಕಾಶ್ಮೀರ: ಪಿಡಿಪಿ ಮುಖ್ಯಸ್ಥೆ ಕಾರು ಅಪಘಾತ; ಅಪಾಯದಿಂದ ಮೆಹಬೂಬಾ ಮುಫ್ತಿ ಪಾರು	[750, 778, 944, 804]
budget-body: ನವದೆಹಲಿ: ಸಂಸತ್ ಬಜೆಟ್ ಅಧಿವೇಶನವು ಜನವರಿ 31 ರಿಂದ ಫೆಬ್ರವರಿ 9 ರ ವರೆಗೆ ನಡೆಯುವ ಸಾಧ್ಯತೆಯಿದೆ ಎಂದು ಮೂಲಗಳು ಗುರುವಾರ ತಿಳಿಸಿವೆ. ರಾಷ್ಟ್ರಪತಿ ದ್ರೌಪದಿ ಮುರ್ಮು ಅವರು ಜನವರಿ 31 ರಂದು ಉಭಯ ಸದನಗಳ ಜಂಟಿ ಅಧಿವೇಶನವನ್ನುದ್ದೇಶಿಸಿ ಮಾತನಾಡಲಿದ್ದಾರೆ. ಫೆಬ್ರವರಿ 1 ರಂದು ಕೇಂದ್ರ ಸರ್ಕಾರ 'ಮಧ್ಯಂತರ ಬಜೆಟ್' ಮಂಡಿಸಲಿದೆ. ನಂತರ ಹೊಸ ಸರ್ಕಾರ ಪೂರ್ಣ ಪ್ರಮಾಣದ ಬಜೆಟ್ ಮಂಡಿಸಲಿದೆ. 17ನೇ ಲೋಕಸಭೆಯ ಅವಧಿ ಜೂನ್ 16 ರಂದು ಕೊನೆಗೊಳ್ಳಲಿದ್ದು, ಇದು ಸಂಸತ್ತಿನ ಕೊನೆಯ ಅಧಿವೇಶನವಾಗಿದೆ. 2019 ರಲ್ಲಿ ಮಾರ್ಚ್ 10 ರಂದು ಲೋಕಸಭೆ ಚುನಾವಣೆ ಘೋಷಣೆಯಾಗಿತ್ತು. ಈ ಬಾರಿಯೂ ಏಪ್ರಿಲ್-ಮೇ ತಿಂಗಳಿನಲ್ಲಿ ಲೋಕಸಭೆ ಚುನಾವಣೆ ನಡೆಯುವ ಸಾಧ್ಯತೆ ಇದ್ದು, ಅದಕ್ಕೂ ಮುನ್ನ ಮಧ್ಯಂತರ ಬಜೆಟ್ ಮಂಡನೆಯಾಗಲಿದೆ.	[732, 1296, 962, 1383]
section-rule	[300, 760, 718, 761]
kashmir-text: ಬೆಂಕಿ ಅಪಘಾತದಿಂದ ಸಂತ್ರಸ್ತರನ್ನು ಭೇಟಿ ಮಾಡಲು ಖಾನಾಬಲ್‌ಗೆ ತೆರಳುತ್ತಿದ್ದ ವೇಳೆ ಈ ಅಪಘಾತ ಸಂಭವಿಸಿದೆ. ಅವರ ಭದ್ರತಾ ಸಿಬ್ಬಂದಿಗೆ ಸಣ್ಣಪುಟ್ಟ ಗಾಯಗಳಾಗಿವೆ ಎಂದು ಪೊಲೀಸರು ತಿಳಿಸಿದ್ದಾರೆ.	[732, 858, 962, 877]
covid-photo	[436, 170, 718, 290]
ayodhya-headline: ಜ.22ಕ್ಕೆ ಅಯೋಧ್ಯೆ ರಾಮಮಂದಿರ ಉದ್ಘಾಟನೆ: '11 ದಿನಗಳ ವಿಶೇಷ ಆಚರಣೆ' ಆರಂಭಿಸಿದ ಪ್ರಧಾನಿ ಮೋದಿ	[93, 116, 286, 163]
budget-text: ರಾಷ್ಟ್ರಪತಿ ದ್ರೌಪದಿ ಮುರ್ಮು ಅವರು ಜನವರಿ 31 ರಂದು ಉಭಯ ಸದನಗಳ ಜಂಟಿ ಅಧಿವೇಶನವನ್ನುದ್ದೇಶಿಸಿ ಮಾತನಾಡಲಿದ್ದಾರೆ. ಫೆಬ್ರವರಿ 1 ರಂದು ಕೇಂದ್ರ ಸರ್ಕಾರ 'ಮಧ್ಯಂತರ ಬಜೆಟ್' ಮಂಡಿಸಲಿದೆ. ನಂತರ ಹೊಸ ಸರ್ಕಾರ ಪೂರ್ಣ ಪ್ರಮಾಣದ ಬಜೆಟ್ ಮಂಡಿಸಲಿದೆ. 17ನೇ ಲೋಕಸಭೆಯ ಅವಧಿ ಜೂನ್ 16 ರಂದು ಕೊನೆಗೊಳ್ಳಲಿದ್ದು, ಇದು ಸಂಸತ್ತಿನ ಕೊನೆಯ ಅಧಿವೇಶನವಾಗಿದೆ. 2019 ರಲ್ಲಿ ಮಾರ್ಚ್ 10 ರಂದು ಲೋಕಸಭೆ ಚುನಾವಣೆ ಘೋಷಣೆಯಾಗಿತ್ತು.	[732, 1316, 962, 1363]
margin-mark	[985, 747, 1020, 748]
covid-text: ರಾಜ್ಯದ ಜಿಲ್ಲೆಗಳಲ್ಲಿ ಹಾಗೂ ಬಿಬಿಎಂಪಿ ವ್ಯಾಪ್ತಿಯಲ್ಲಿ ಕೋವಿಡ್ 19 ಸೋಂಕಿನಿಂದ ಮರಣ ಹೊಂದಿದವರ ಅಂತ್ಯಕ್ರಿಯೆಯನ್ನು ಸಾಮಾನ್ಯ ಚಿತಾಗಾರ, ಸ್ಮಶಾನ ಹಾಗೂ ರುದ್ರಭೂಮಿಯಲ್ಲಿ ನಡೆಸುವಂತೆ ಸೂಚನೆ ನೀಡಲಾಗಿದೆ. ಇದರಂತೆ ಸ್ಮಶಾನದ ಸಿಬ್ಬಂದಿ ಮೃತ ದೇಹದ ಅಂತ್ಯಕ್ರಿಯೆ ನಿರಾಕರಿಸಬಾರದು ಎಂದು ಆರೋಗ್ಯ ಇಲಾಖೆ ತಿಳಿಸಿದೆ. ಅಂತ್ಯಕ್ರಿಯೆಗೆ ತೆರಳುವ ಮೃತದೇಹಗಳನ್ನು ಚಿತಾಗಾರ, ಸ್ಮಶಾನದ ಸಿಬ್ಬಂದಿ ನಿರಾಕರಿಸದೆ, ಅಗತ್ಯ ಮುಂಜಾಗ್ರತಾ ಕ್ರಮಗಳನ್ನು ಕೈಗೊಂಡು ಎಸ್‌ಒಪಿ ಪ್ರಕಾರ ಅಂತ್ಯಕ್ರಿಯೆ ನಡೆಸಬೇಕು ಎಂದು ಸೂಚಿಸಲಾಗಿದೆ.	[436, 294, 718, 359]
highcourt-body-bottom: ಬೆಳಗಾವಿ ಜಿಲ್ಲೆಯ ಬೈಲಹೊಂಗಲ ಪಟ್ಟಣದ ಉದ್ಯಮಿ ಶ್ರೀಶೈಲ್ ಎಂಬುವರು ಸಲ್ಲಿಸಿದ್ದ ಅರ್ಜಿ ವಿಚಾರಣೆ ನಡೆಸಿದ ನ್ಯಾಯಮೂರ್ತಿ ಸೂರಜ್ ಗೋವಿಂದರಾಜ್ ಅವರ ನೇತೃತ್ವದ ಏಕಸದಸ್ಯ ಪೀಠ ಈ ಆದೇಶ ನೀಡಿದೆ. 1964ರ ಕರ್ನಾಟಕ ಭೂ ಕಂದಾಯ ಕಾಯ್ದೆಯ 95ನೇ ಸೆಕ್ಷನ್ ಅಡಿ ಪರಿವರ್ತನೆ ಅಗತ್ಯವಿಲ್ಲ ಎಂದು ಪೀಠ ಹೇಳಿದೆ. ಕೃಷಿಯೇತರ ಉದ್ದೇಶಕ್ಕಾಗಿ ಭೂಮಿ ಪರಿವರ್ತನೆ ಮಾಡಲು ಜಿಲ್ಲಾಧಿಕಾರಿಗಳ ಅನುಮತಿ ಕಡ್ಡಾಯವಲ್ಲ. ನಗರ ಪ್ರದೇಶದ ವ್ಯಾಪ್ತಿಯಲ್ಲಿನ ಭೂಮಿಯನ್ನು ಮಾಸ್ಟರ್ ಪ್ಲಾನ್ ಪ್ರಕಾರ ಬಳಸಬಹುದಾಗಿದೆ. ಈ ಹಿನ್ನೆಲೆಯಲ್ಲಿ ಅರ್ಜಿದಾರರಿಗೆ ಪೆಟ್ರೋಲ್ ಬಂಕ್ ನಿರ್ಮಾಣಕ್ಕೆ ಅನುಮತಿ ನೀಡುವಂತೆ ಸಂಬಂಧಪಟ್ಟ ಪ್ರಾಧಿಕಾರಕ್ಕೆ ಹೈಕೋರ್ಟ್ ನಿರ್ದೇಶನ ನೀಡಿದೆ.	[300, 952, 718, 991]
kadala-lead: ನವದೆಹಲಿ: ಕಡಲ ಭದ್ರತೆಯ ಭಾರತ ಮತ್ತು ಜಗತ್ತಿನಾದ್ಯಂತ ಕಳವಳಕಾರಿ ಪ್ರಮುಖ ವಿಷಯವಾಗಿದೆ. ಈ ನಿಟ್ಟಿನಲ್ಲಿ ವಿದೇಶಾಂಗ ಸಚಿವ ಎಸ್ ಜೈಶಂಕರ್ ಅವರು ಅಮೆರಿಕದ ವಿದೇಶಾಂಗ ಸಚಿವ ಆಂಥೋನಿ ಬ್ಲಿಂಕೆನ್‌ಗೆ ಕರೆ ಮಾಡಿ ಕಳವಳ ವ್ಯಕ್ತಪಡಿಸಿದ್ದಾರೆ.	[92, 416, 287, 443]
highcourt-lead: ಬೆಂಗಳೂರು: ಪುರಸಭೆ ಮತ್ತು ಮಹಾನಗರ ಪಾಲಿಕೆ ವ್ಯಾಪ್ತಿಗೆ ಒಳಪಡುವ ಕೃಷಿ ಭೂಮಿಯನ್ನು ವಾಣಿಜ್ಯ ಉದ್ದೇಶಗಳಿಗಾಗಿ ಪ್ರತ್ಯೇಕವಾಗಿ ಪರಿವರ್ತನೆ ಮಾಡುವ ಅಗತ್ಯವಿಲ್ಲ ಎಂದು ಹೈಕೋರ್ಟ್ ಅಭಿಪ್ರಾಯಪಟ್ಟಿದೆ.	[472, 828, 718, 846]
ayodhya-lead: ನವದೆಹಲಿ: ಜನವರಿ 22 ರಂದು ಅಯೋಧ್ಯೆಯಲ್ಲಿ ರಾಮ ಮಂದಿರ ಮೂರ್ತಿ ಉದ್ಘಾಟನೆ ಕಾರ್ಯಕ್ರಮಕ್ಕೆ ಮುನ್ನ ಪ್ರಧಾನಿ ನರೇಂದ್ರ ಮೋದಿ ಇಂದು ಪ್ರಾಣಪ್ರತಿಷ್ಠೆಯ ಸಂದರ್ಭದಲ್ಲಿ ವಿಶೇಷ ಆಚರಣೆ ಆರಂಭಿಸಿದ್ದಾರೆ.	[92, 174, 287, 201]
kadala-body: ನವದೆಹಲಿ: ಕಡಲ ಭದ್ರತೆಯ ಭಾರತ ಮತ್ತು ಜಗತ್ತಿನಾದ್ಯಂತ ಕಳವಳಕಾರಿ ಪ್ರಮುಖ ವಿಷಯವಾಗಿದೆ. ಈ ನಿಟ್ಟಿನಲ್ಲಿ ವಿದೇಶಾಂಗ ಸಚಿವ ಎಸ್ ಜೈಶಂಕರ್ ಅವರು ಅಮೆರಿಕದ ವಿದೇಶಾಂಗ ಸಚಿವ ಆಂಥೋನಿ ಬ್ಲಿಂಕೆನ್‌ಗೆ ಕರೆ ಮಾಡಿ ಕಳವಳ ವ್ಯಕ್ತಪಡಿಸಿದ್ದಾರೆ. ಉಭಯ ನಾಯಕರು ಕೆಂಪು ಸಮುದ್ರದಲ್ಲಿನ ಪರಿಸ್ಥಿತಿ ಕುರಿತು ವಿಸ್ತಾರವಾಗಿ ಚರ್ಚಿಸಿದ್ದು, ಅಲ್ಲಿನ ಆರ್ಥಿಕ ಪರಿಸ್ಥಿತಿಯ ಬಗ್ಗೆಯೂ ಚರ್ಚೆ ನಡೆಸಿದ್ದಾರೆ. ಸಮುದ್ರದ ಮಾರ್ಗಗಳ ರಕ್ಷಣೆಗೆ ಭಾರತೀಯ ನೌಕಾಪಡೆ ಕ್ರಮ ಕೈಗೊಂಡಿದೆ. ವಿದೇಶಾಂಗ ಸಚಿವ ಎಸ್ ಜೈಶಂಕರ್ ಅವರು ಗುರುವಾರ ಟ್ವೀಟ್ ಮಾಡುವ ಮೂಲಕ ಸಂಭಾಷಣೆಯ ಬಗ್ಗೆ ಮಾಹಿತಿ ನೀಡಿದ್ದಾರೆ. ಎಕ್ಸ್‌ನಲ್ಲಿ ಪೋಸ್ಟ್ ಮಾಡಿರುವ ಜೈಶಂಕರ್ ಅವರು, ಇಂದು ಸಂಜೆ ಅಮೆರಿಕ ವಿದೇಶಾಂಗ ಕಾರ್ಯದರ್ಶಿ ಆಂಥೋನಿ ಬ್ಲಿಂಕೆನ್ ಅವರೊಂದಿಗೆ ಚರ್ಚೆ ನಡೆಸಿದ್ದೇನೆ. ಇಂದು ಸಮುದ್ರದಲ್ಲಿನ ಪ್ರಸ್ತುತ ಸವಾಲುಗಳ ಬಗ್ಗೆ ಮಾತನಾಡಿದ್ದೇವೆ. ಕೆಂಪು ಸಮುದ್ರದಲ್ಲಿ ಹೌತಿ ಬಂಡುಕೋರರ ದಾಳಿಗಳು ಹೆಚ್ಚಾಗುತ್ತಿರುವ ಹಿನ್ನೆಲೆಯಲ್ಲಿ ಜಾಗತಿಕ ವ್ಯಾಪಾರ ಮಾರ್ಗಗಳ ಮೇಲೆ ಪರಿಣಾಮ ಬೀರುತ್ತಿದೆ ಎಂದು ತಿಳಿಸಿದ್ದಾರೆ. ರಷ್ಯಾ ಮತ್ತು ಉಕ್ರೇನ್ ನಡುವೆ ನಡೆಯುತ್ತಿರುವ ಸಂಘರ್ಷದ ಕುರಿತು ನಾವು ನಮ್ಮ ಅಭಿಪ್ರಾಯಗಳನ್ನು ಸಹ ಹಂಚಿಕೊಂಡಿದ್ದೇವೆ. ಕೆಂಪು ಸಮುದ್ರದ ಸಂಘರ್ಷವು ವ್ಯಾಪಾರದ ಮೇಲೆ ಪರಿಣಾಮ ಬೀರಲು ಪ್ರಾರಂಭಿಸಿದೆ ಎಂದು ಅವರು ಹೇಳಿದರು. ಸಮುದ್ರದಲ್ಲಿನ ದಾಳಿಗಳು ಹಡಗು ಸಂಚಾರಕ್ಕೆ ಅಡ್ಡಿಯಾಗಿದ್ದು, ಇದು ಅಂತರರಾಷ್ಟ್ರೀಯ ವ್ಯಾಪಾರಕ್ಕೆ ಗಂಭೀರ ಸಮಸ್ಯೆಯಾಗಿದೆ. ಭಾರತೀಯ ನೌಕಾಪಡೆಯು ಅರಬ್ಬಿ ಸಮುದ್ರದಲ್ಲಿ ತನ್ನ ಹಡಗುಗಳನ್ನು ನಿಯೋಜಿಸಿದ್ದು, ವಾಣಿಜ್ಯ ಹಡಗುಗಳ ರಕ್ಷಣೆಗೆ ಕ್ರಮ ಕೈಗೊಂಡಿದೆ. ಕಳೆದ ವಾರದಲ್ಲಿ ಕೆಂಪು ಸಮುದ್ರದಲ್ಲಿ ಸರಕು ಹಡಗುಗಳ ಮೇಲೆ ಹೌತಿ ಬಂಡುಕೋರರು ಡ್ರೋನ್ ಮತ್ತು ಕ್ಷಿಪಣಿ ದಾಳಿ ನಡೆಸಿದ್ದರು. ಅಮೆರಿಕ ಮತ್ತು ಬ್ರಿಟನ್ ನೌಕಾಪಡೆಗಳು ಈ ದಾಳಿಗಳನ್ನು ಹಿಮ್ಮೆಟ್ಟಿಸಿದ್ದವು. ಗ್ಲೋಬಲ್ ಟ್ರೇಡ್ ರಿಸರ್ಚ್ ಇನಿಶಿಯೇಟಿವ್ ಪ್ರಕಾರ, ಪ್ರಸ್ತುತ ಪರಿಸ್ಥಿತಿಯಿಂದ ಭಾರತದ ರಫ್ತುದಾರರಿಗೆ ವೆಚ್ಚ ಹೆಚ್ಚಳವಾಗಿದೆ. ಯುರೋಪ್ ಮತ್ತು ಆಫ್ರಿಕಾ ಮಾರ್ಗದ ಹಡಗುಗಳು ಸುತ್ತುಬಳಸಿ ಸಾಗುತ್ತಿರುವುದರಿಂದ ಸಮಯ ಮತ್ತು ಇಂಧನ ವೆಚ್ಚ ಏರಿಕೆಯಾಗಿದೆ. ಈ ಕುರಿತು ಉಭಯ ನಾಯಕರು ಸುದೀರ್ಘವಾಗಿ ಚರ್ಚಿಸಿದ್ದಾರೆ ಎಂದು ಮೂಲಗಳು ತಿಳಿಸಿವೆ.	[92, 416, 287, 657]
paper-name: SUDDI SANJE	[385, 92, 469, 106]
farooq-lead: ಮುರ್ಷಿದಾಬಾದ್: ಅಕ್ರಮ ಹಣ ವರ್ಗಾವಣೆ ಪ್ರಕರಣಕ್ಕೆ ಸಂಬಂಧಿಸಿದಂತೆ ನ್ಯಾಷನಲ್ ಕಾನ್ಫರೆನ್ಸ್ (ಎನ್‌ಸಿ) ನಾಯಕ ಮತ್ತು ಜಮ್ಮು ಮತ್ತು ಕಾಶ್ಮೀರದ ಮಾಜಿ ಮುಖ್ಯಮಂತ್ರಿ ಫಾರೂಕ್ ಅಬ್ದುಲ್ಲಾಗೆ ಸಮನ್ಸ್ ನೀಡಿರುವ ಕೇಂದ್ರೀಯ ತನಿಖಾ ಸಂಸ್ಥೆ ಜಾರಿ ನಿರ್ದೇಶನಾಲಯವನ್ನು 'ಈಡಿಯಟ್' ಎಂದು ಲೋಕಸಭೆಯಲ್ಲಿನ ಕಾಂಗ್ರೆಸ್ ನಾಯಕ ಅಧೀರ್ ರಂಜನ್ ಚೌಧರಿ ಗುರುವಾರ ಕರೆದಿದ್ದಾರೆ.	[732, 186, 962, 223]
covid-lead: ಬೆಂಗಳೂರು: ರಾಜ್ಯದಲ್ಲಿ ದಿನದಿಂದ ದಿನಕ್ಕೆ ಕೋವಿಡ್ ಪ್ರಕರಣಗಳ ಸಂಖ್ಯೆ ಹೆಚ್ಚಳವಾಗುತ್ತಿದ್ದು, ಈ ನಡುವೆಯೇ ಕೋವಿಡ್ 19 ಸೋಂಕಿನಿಂದ ಮರಣ ಹೊಂದಿದವರ ಅಂತ್ಯಕ್ರಿಯೆ ನಡೆಸಲು ಕುರಿತಾಗಿ ಆರೋಗ್ಯ ಇಲಾಖೆಯಿಂದ ಸುತ್ತೋಲೆ ಹೊರಡಿಸಿದೆ.	[300, 170, 430, 216]
tableau-text: ಸಾಮಾಜಿಕ ಜಾಲತಾಣ ಎಕ್ಸ್‌ನಲ್ಲಿ ಪ್ರಕಟಣೆ ಹೊರಡಿಸಿರುವ ಅವರು, 7 ಕೋಟಿ ಕನ್ನಡಿಗರ ಭಾವನೆಯನ್ನು ವ್ಯಕ್ತಪಡಿಸಿದ್ದೇನೆ. 2011ರಲ್ಲಿ ಬೀದರ್‌ನ ಬಿದರಿ ಕಲೆ, 2012ರಲ್ಲಿ ಭೂತಾರಾಧನೆ, 2015ರಲ್ಲಿ ಚನ್ನಪಟ್ಟಣದ ಆಟಿಕೆಗಳು, 2022ರಲ್ಲಿ ಸಾಂಪ್ರದಾಯಿಕ ಕರಕುಶಲ ಕಲೆಗಳ ಸ್ತಬ್ಧಚಿತ್ರಗಳಿಗೆ ಪ್ರಶಸ್ತಿ ಬಂದಿದೆ. ಸತತವಾಗಿ ಕಳೆದ 14 ವರ್ಷಗಳಿಂದ ದೆಹಲಿಯ ಕರ್ತವ್ಯಪಥದಲ್ಲಿ ಕರ್ನಾಟಕ ಸ್ತಬ್ಧಚಿತ್ರ ಪ್ರದರ್ಶಿಸುತ್ತಾ ಬಂದಿದೆ ಎಂದು ತಿಳಿಸಿದ್ದಾರೆ.	[452, 642, 718, 697]
budget-headline: ಜನವರಿ 31 ರಿಂದ ಫೆಬ್ರವರಿ 9ರ ವರೆಗೆ ಸಂಸತ್ ಬಜೆಟ್ ಅಧಿವೇಶನ ನಡೆಯುವ ಸಾಧ್ಯತೆ	[742, 1208, 952, 1242]
myanmar-headline: ಗಡಿ ದಾಟಿ ಭಾರತದೊಳಗೆ ಬಂದಿದ್ದ 416 ಮ್ಯಾನ್ಮಾರ್ ಸೈನಿಕರು ವಾಪಸ್: ಸೇನಾ ಮುಖ್ಯಸ್ಥ	[97, 1027, 282, 1058]
tableau-body-right: ಸಾಮಾಜಿಕ ಜಾಲತಾಣ ಎಕ್ಸ್‌ನಲ್ಲಿ ಪ್ರಕಟಣೆ ಹೊರಡಿಸಿರುವ ಅವರು, 7 ಕೋಟಿ ಕನ್ನಡಿಗರ ಭಾವನೆಯನ್ನು ವ್ಯಕ್ತಪಡಿಸಿದ್ದೇನೆ. 2011ರಲ್ಲಿ ಬೀದರ್‌ನ ಬಿದರಿ ಕಲೆ, 2012ರಲ್ಲಿ ಭೂತಾರಾಧನೆ, 2015ರಲ್ಲಿ ಚನ್ನಪಟ್ಟಣದ ಆಟಿಕೆಗಳು, 2022ರಲ್ಲಿ ಸಾಂಪ್ರದಾಯಿಕ ಕರಕುಶಲ ಕಲೆಗಳ ಸ್ತಬ್ಧಚಿತ್ರಗಳಿಗೆ ಪ್ರಶಸ್ತಿ ಬಂದಿದೆ. ಸತತವಾಗಿ ಕಳೆದ 14 ವರ್ಷಗಳಿಂದ ದೆಹಲಿಯ ಕರ್ತವ್ಯಪಥದಲ್ಲಿ ಕರ್ನಾಟಕ ಸ್ತಬ್ಧಚಿತ್ರ ಪ್ರದರ್ಶಿಸುತ್ತಾ ಬಂದಿದೆ ಎಂದು ತಿಳಿಸಿದ್ದಾರೆ. ಈ ಬಾರಿ (2024) ಪ್ರಸ್ತಾಪಿಸಿದ್ದ ಬೆಂಗಳೂರಿನ ಪರಂಪರೆ ಬಿಂಬಿಸುವ ಸ್ತಬ್ಧಚಿತ್ರವನ್ನು ತಿರಸ್ಕರಿಸಲಾಗಿದೆ ಎಂದು ಸಿದ್ದರಾಮಯ್ಯ ತಿಳಿಸಿದ್ದಾರೆ.	[452, 642, 718, 697]
farmers-headline: ರೈತರ ಪರಿಹಾರಕ್ಕೆ ದುಡ್ಡಿಲ್ಲ, ಕಾಂಗ್ರೆಸ್ ಚೇಲಾಗಳ ಬಿರಿಯಾನಿಗೆ ಮಾತ್ರ 150 ಕೋಟಿ ರೂ. ಇದೆ: ಆರ್.ಅಶೋಕ್ ಆಕ್ರೋಶ	[302, 1087, 560, 1117]
column-separator	[295, 112, 296, 1562]
section-rule	[300, 1082, 562, 1083]
